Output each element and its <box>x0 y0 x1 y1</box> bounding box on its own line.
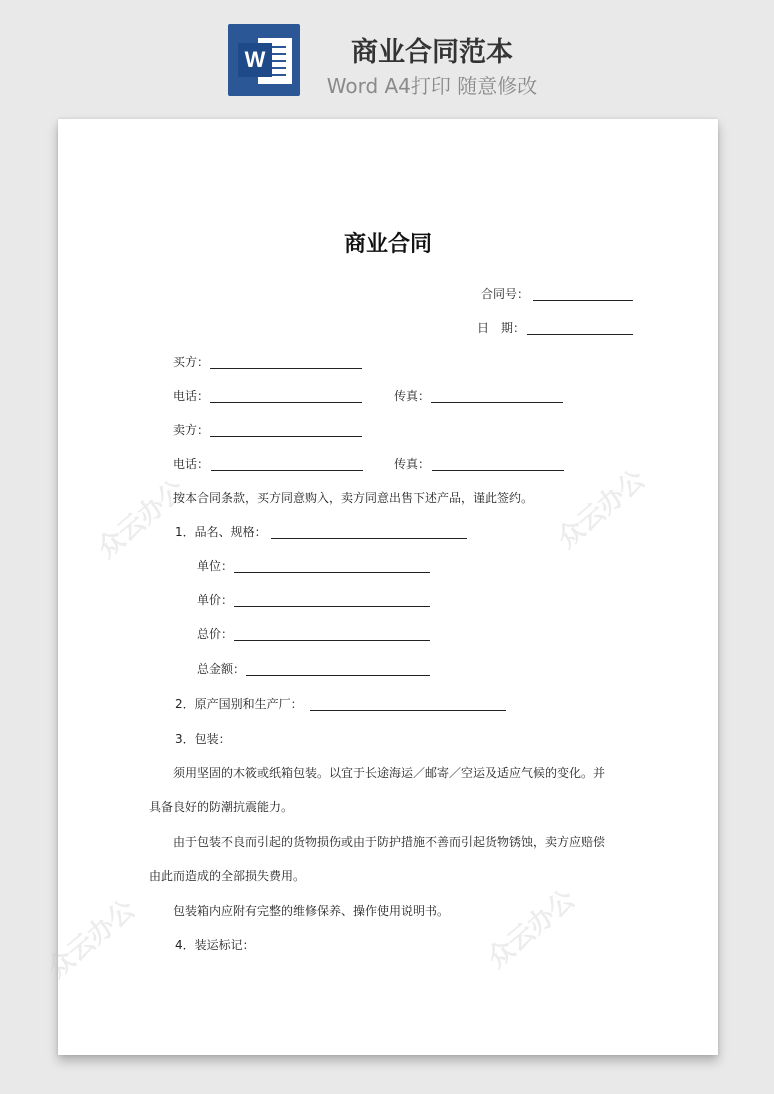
buyer-fax-label: 传真： <box>394 389 431 403</box>
item2-field[interactable] <box>310 710 506 711</box>
watermark: 众云办公 <box>482 884 582 975</box>
seller-label: 卖方： <box>173 423 210 437</box>
buyer-phone-field[interactable] <box>210 402 362 403</box>
contract-no-field[interactable] <box>533 300 633 301</box>
seller-field[interactable] <box>210 436 362 437</box>
watermark: 众云办公 <box>92 474 192 565</box>
buyer-field[interactable] <box>210 368 362 369</box>
buyer-phone-label: 电话： <box>173 389 210 403</box>
item1-label: 1．品名、规格： <box>175 525 267 539</box>
unit-field[interactable] <box>234 572 430 573</box>
packaging-paragraph-line: 须用坚固的木筱或纸箱包装。以宜于长途海运／邮寄／空运及适应气候的变化。并 <box>173 766 606 780</box>
document-page <box>42 119 718 1055</box>
word-letter: W <box>238 43 272 77</box>
template-title: 商业合同范本 <box>351 37 513 68</box>
total-price-label: 总价： <box>197 627 234 641</box>
template-subtitle: Word A4打印 随意修改 <box>326 74 538 98</box>
unit-price-label: 单价： <box>197 593 234 607</box>
date-label: 日 期： <box>477 321 526 335</box>
buyer-label: 买方： <box>173 355 210 369</box>
damage-paragraph-line: 由此而造成的全部损失费用。 <box>149 869 306 883</box>
document-title: 商业合同 <box>343 232 432 257</box>
seller-fax-label: 传真： <box>394 457 431 471</box>
unit-label: 单位： <box>197 559 234 573</box>
word-icon <box>228 24 300 96</box>
seller-phone-field[interactable] <box>211 470 363 471</box>
intro-paragraph: 按本合同条款，买方同意购入，卖方同意出售下述产品，谨此签约。 <box>173 491 534 505</box>
contract-no-label: 合同号： <box>481 287 530 301</box>
manual-paragraph: 包装箱内应附有完整的维修保养、操作使用说明书。 <box>173 904 450 918</box>
total-price-field[interactable] <box>234 640 430 641</box>
item3-label: 3．包装： <box>175 732 231 746</box>
watermark: 众云办公 <box>552 464 652 555</box>
packaging-paragraph-line: 具备良好的防潮抗震能力。 <box>149 800 294 814</box>
template-header <box>0 0 774 110</box>
item1-field[interactable] <box>271 538 467 539</box>
seller-phone-label: 电话： <box>173 457 210 471</box>
date-field[interactable] <box>527 334 633 335</box>
item2-label: 2．原产国别和生产厂： <box>175 697 303 711</box>
total-amount-field[interactable] <box>246 675 430 676</box>
watermark: 众云办公 <box>42 894 142 985</box>
damage-paragraph-line: 由于包装不良而引起的货物损伤或由于防护措施不善而引起货物锈蚀，卖方应赔偿 <box>173 835 606 849</box>
item4-label: 4．装运标记： <box>175 938 255 952</box>
total-amount-label: 总金额： <box>197 662 246 676</box>
seller-fax-field[interactable] <box>432 470 564 471</box>
unit-price-field[interactable] <box>234 606 430 607</box>
buyer-fax-field[interactable] <box>431 402 563 403</box>
